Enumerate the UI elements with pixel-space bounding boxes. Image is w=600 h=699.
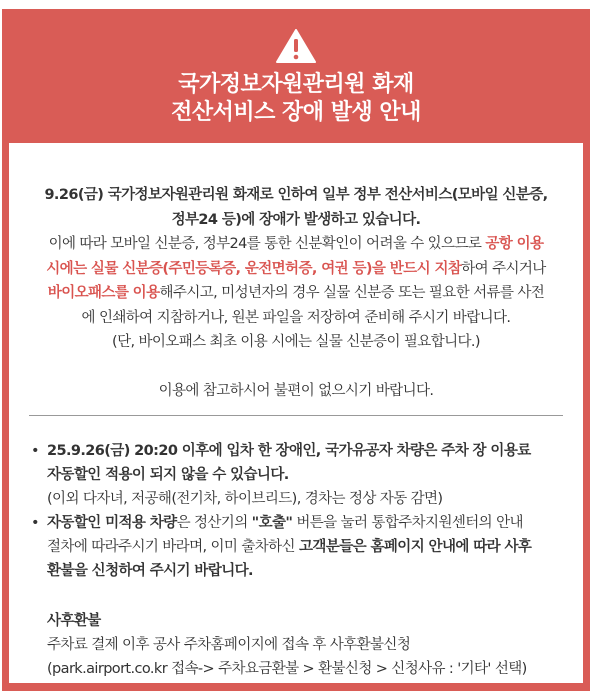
- text-segment: 은 정산기의: [176, 515, 252, 531]
- bold-text: 9.26(금) 국가정보자원관리원 화재로 인하여 일부 정부 전산서비스(모바일 신분증,: [44, 187, 548, 203]
- bold-text: 자동할인 미적용 차량: [47, 515, 177, 531]
- text-segment: 해주시고, 미성년자의 경우 실물 신분증 또는 필요한 서류를 사전: [159, 285, 545, 301]
- text-line: [47, 439, 571, 463]
- text-line: [9, 281, 583, 306]
- closing-text: 이용에 참고하시어 불편이 없으시기 바랍니다.: [158, 382, 434, 399]
- bullet-item: [31, 511, 571, 583]
- bold-text: 정부24 등)에 장애가 발생하고 있습니다.: [171, 211, 421, 228]
- text-line: [9, 232, 583, 257]
- bullet-icon: •: [31, 515, 39, 531]
- title-line-2: 전산서비스 장애 발생 안내: [171, 100, 421, 125]
- refund-path: (park.airport.co.kr 접속-> 주차요금환불 > 환불신청 > 신청사유 : '기타' 선택): [47, 661, 527, 677]
- highlight-text: 바이오패스를 이용: [47, 285, 160, 301]
- text-segment: (이외 다자녀, 저공해(전기차, 하이브리드), 경차는 정상 자동 감면): [47, 491, 443, 507]
- text-line: [47, 535, 571, 559]
- text-line: [9, 306, 583, 331]
- bold-text: "호출": [251, 515, 293, 531]
- outage-notice: [9, 183, 583, 403]
- notice-header: [2, 9, 590, 143]
- text-line: [9, 183, 583, 208]
- text-segment: 버튼을 눌러 통합주차지원센터의 안내: [292, 515, 523, 531]
- text-line: [47, 463, 571, 487]
- bold-text: 환불을 신청하여 주시기 바랍니다.: [47, 563, 253, 579]
- refund-line: 주차료 결제 이후 공사 주차홈페이지에 접속 후 사후환불신청: [47, 637, 411, 653]
- parking-notice: [31, 439, 571, 681]
- bullet-item: [31, 439, 571, 511]
- text-line: [9, 330, 583, 355]
- text-line: [47, 487, 571, 511]
- text-segment: 에 인쇄하여 지참하거나, 원본 파일을 저장하여 준비해 주시기 바랍니다.: [81, 309, 511, 326]
- bold-text: 25.9.26(금) 20:20 이후에 입차 한 장애인, 국가유공자 차량은 주차 장 이용료: [47, 443, 531, 459]
- text-line: [9, 257, 583, 282]
- text-line: [9, 208, 583, 233]
- highlight-text: 공항 이용: [485, 236, 544, 252]
- text-line: [47, 559, 571, 583]
- text-segment: (단, 바이오패스 최초 이용 시에는 실물 신분증이 필요합니다.): [112, 334, 480, 350]
- refund-section: [31, 609, 571, 681]
- parking-bullets: [31, 439, 571, 583]
- text-segment: 이에 따라 모바일 신분증, 정부24를 통한 신분확인이 어려울 수 있으므로: [48, 236, 486, 252]
- notice-card: [2, 9, 590, 691]
- refund-title: 사후환불: [47, 613, 101, 629]
- text-line: [47, 511, 571, 535]
- divider: [29, 415, 563, 416]
- warning-triangle-icon: [276, 29, 316, 63]
- title-line-1: 국가정보자원관리원 화재: [178, 72, 414, 97]
- notice-paragraph: [9, 183, 583, 355]
- bold-text: 자동할인 적용이 되지 않을 수 있습니다.: [47, 467, 289, 483]
- page-title: [2, 71, 590, 127]
- highlight-text: 시에는 실물 신분증(주민등록증, 운전면허증, 여권 등)을 반드시 지참: [46, 260, 462, 277]
- bullet-icon: •: [31, 443, 39, 459]
- notice-body: [9, 143, 583, 683]
- text-segment: 하여 주시거나: [461, 260, 546, 277]
- text-segment: 절차에 따라주시기 바라며, 이미 출차하신: [47, 539, 299, 555]
- bold-text: 고객분들은 홈페이지 안내에 따라 사후: [298, 539, 532, 555]
